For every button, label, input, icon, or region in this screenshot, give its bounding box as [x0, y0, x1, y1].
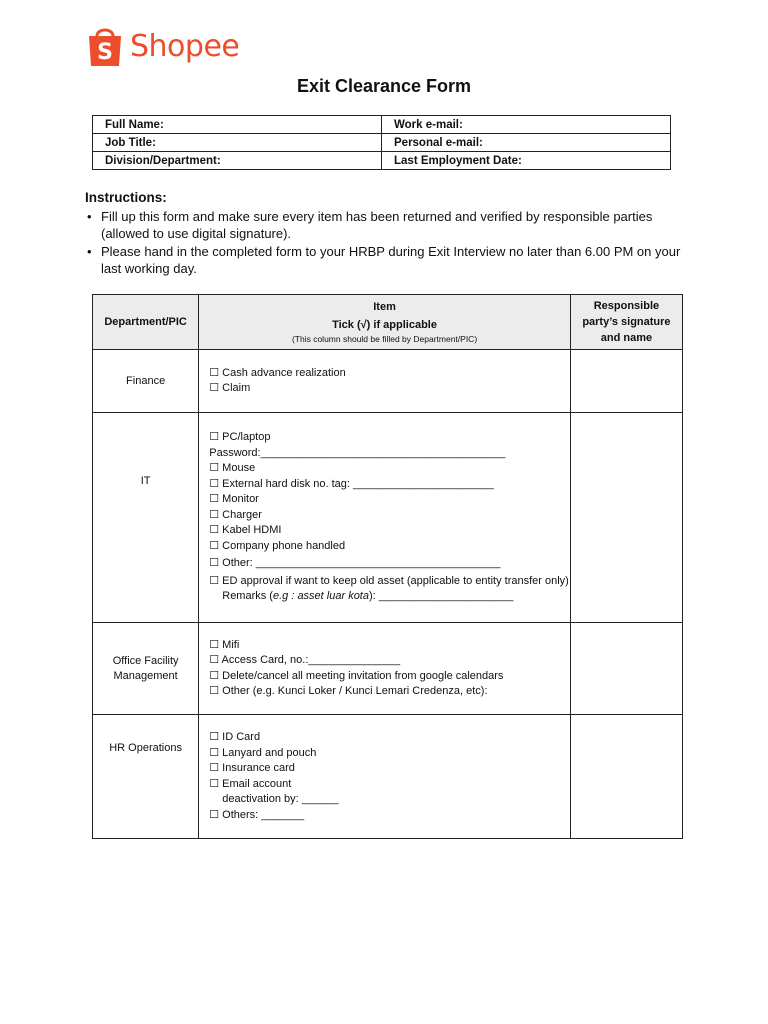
checklist-item[interactable]: ☐ Cash advance realization: [209, 366, 346, 379]
resp-header: Responsible party’s signature and name: [570, 295, 682, 350]
brand-name: Shopee: [130, 28, 240, 64]
deactivation-field[interactable]: deactivation by: ______: [222, 793, 339, 805]
info-row: [93, 134, 671, 152]
info-row: [93, 116, 671, 134]
checklist-item[interactable]: ☐ Email account: [209, 777, 292, 790]
instructions: [85, 189, 685, 278]
items-cell: [199, 715, 571, 839]
section-finance: [93, 350, 683, 413]
last-employment-date-label: Last Employment Date:: [382, 152, 671, 170]
shopping-bag-icon: [86, 24, 124, 68]
checklist-item[interactable]: ☐ Mouse: [209, 462, 256, 475]
instruction-item: • Fill up this form and make sure every item has been returned and verified by responsible parties (allowed to use digital signature).: [85, 208, 685, 243]
password-field[interactable]: Password:________________________________________: [209, 446, 506, 459]
checklist-item[interactable]: ☐ Other (e.g. Kunci Loker / Kunci Lemari Credenza, etc):: [209, 685, 488, 697]
checklist-item[interactable]: ☐ Others: _______: [209, 808, 305, 821]
items-cell: [199, 623, 571, 715]
dept-cell: HR Operations: [93, 715, 199, 839]
checklist-item[interactable]: ☐ PC/laptop: [209, 431, 271, 444]
instructions-heading: Instructions:: [85, 190, 167, 205]
item-header-tick: Tick (√) if applicable: [332, 318, 437, 331]
checklist-item[interactable]: ☐ External hard disk no. tag: _______________________: [209, 477, 494, 490]
job-title-label: Job Title:: [93, 134, 382, 152]
instructions-list: [85, 208, 685, 278]
signature-cell[interactable]: [570, 715, 682, 839]
clearance-table-header: [93, 295, 683, 350]
work-email-label: Work e-mail:: [382, 116, 671, 134]
checklist-item[interactable]: ☐ Lanyard and pouch: [209, 746, 317, 759]
dept-header: Department/PIC: [93, 295, 199, 350]
checklist-item[interactable]: ☐ Company phone handled: [209, 539, 346, 552]
items-cell: [199, 413, 571, 623]
shopee-logo: [86, 22, 239, 70]
checklist-item[interactable]: ☐ ED approval if want to keep old asset (applicable to entity transfer only): [209, 574, 569, 587]
signature-cell[interactable]: [570, 413, 682, 623]
svg-text:S: S: [97, 40, 113, 65]
checklist-item[interactable]: ☐ ID Card: [209, 731, 261, 743]
checklist-item[interactable]: ☐ Insurance card: [209, 762, 295, 774]
personal-email-label: Personal e-mail:: [382, 134, 671, 152]
checklist-item[interactable]: ☐ Kabel HDMI: [209, 524, 282, 537]
checklist-item[interactable]: ☐ Other: ________________________________________: [209, 557, 501, 570]
info-row: [93, 152, 671, 170]
clearance-table: [92, 294, 683, 839]
item-header-note: (This column should be filled by Department/PIC): [291, 333, 478, 344]
dept-cell: Finance: [93, 350, 199, 413]
checklist-item[interactable]: ☐ Delete/cancel all meeting invitation from google calendars: [209, 669, 504, 682]
checklist-item[interactable]: ☐ Access Card, no.:_______________: [209, 654, 401, 666]
item-header-title: Item: [373, 300, 396, 313]
signature-cell[interactable]: [570, 350, 682, 413]
full-name-label: Full Name:: [93, 116, 382, 134]
item-header: [199, 295, 571, 350]
remarks-suffix: ): ______________________: [368, 590, 514, 603]
signature-cell[interactable]: [570, 623, 682, 715]
checklist-item[interactable]: ☐ Charger: [209, 508, 262, 521]
remarks-prefix: Remarks (: [222, 590, 273, 603]
section-it: [93, 413, 683, 623]
checklist-item[interactable]: ☐ Mifi: [209, 638, 240, 651]
checklist-item[interactable]: ☐ Monitor: [209, 493, 259, 506]
division-label: Division/Department:: [93, 152, 382, 170]
employee-info-table: [92, 115, 671, 170]
remarks-field[interactable]: [209, 589, 569, 605]
checklist-item[interactable]: ☐ Claim: [209, 382, 251, 394]
dept-cell: Office Facility Management: [93, 623, 199, 715]
section-hr-operations: [93, 715, 683, 839]
dept-cell: IT: [93, 413, 199, 623]
form-title: Exit Clearance Form: [296, 76, 472, 96]
section-office-facility: [93, 623, 683, 715]
items-cell: [199, 350, 571, 413]
remarks-example: e.g : asset luar kota: [272, 590, 369, 603]
instruction-item: • Please hand in the completed form to your HRBP during Exit Interview no later than 6.00 PM on your last working day.: [85, 243, 685, 278]
